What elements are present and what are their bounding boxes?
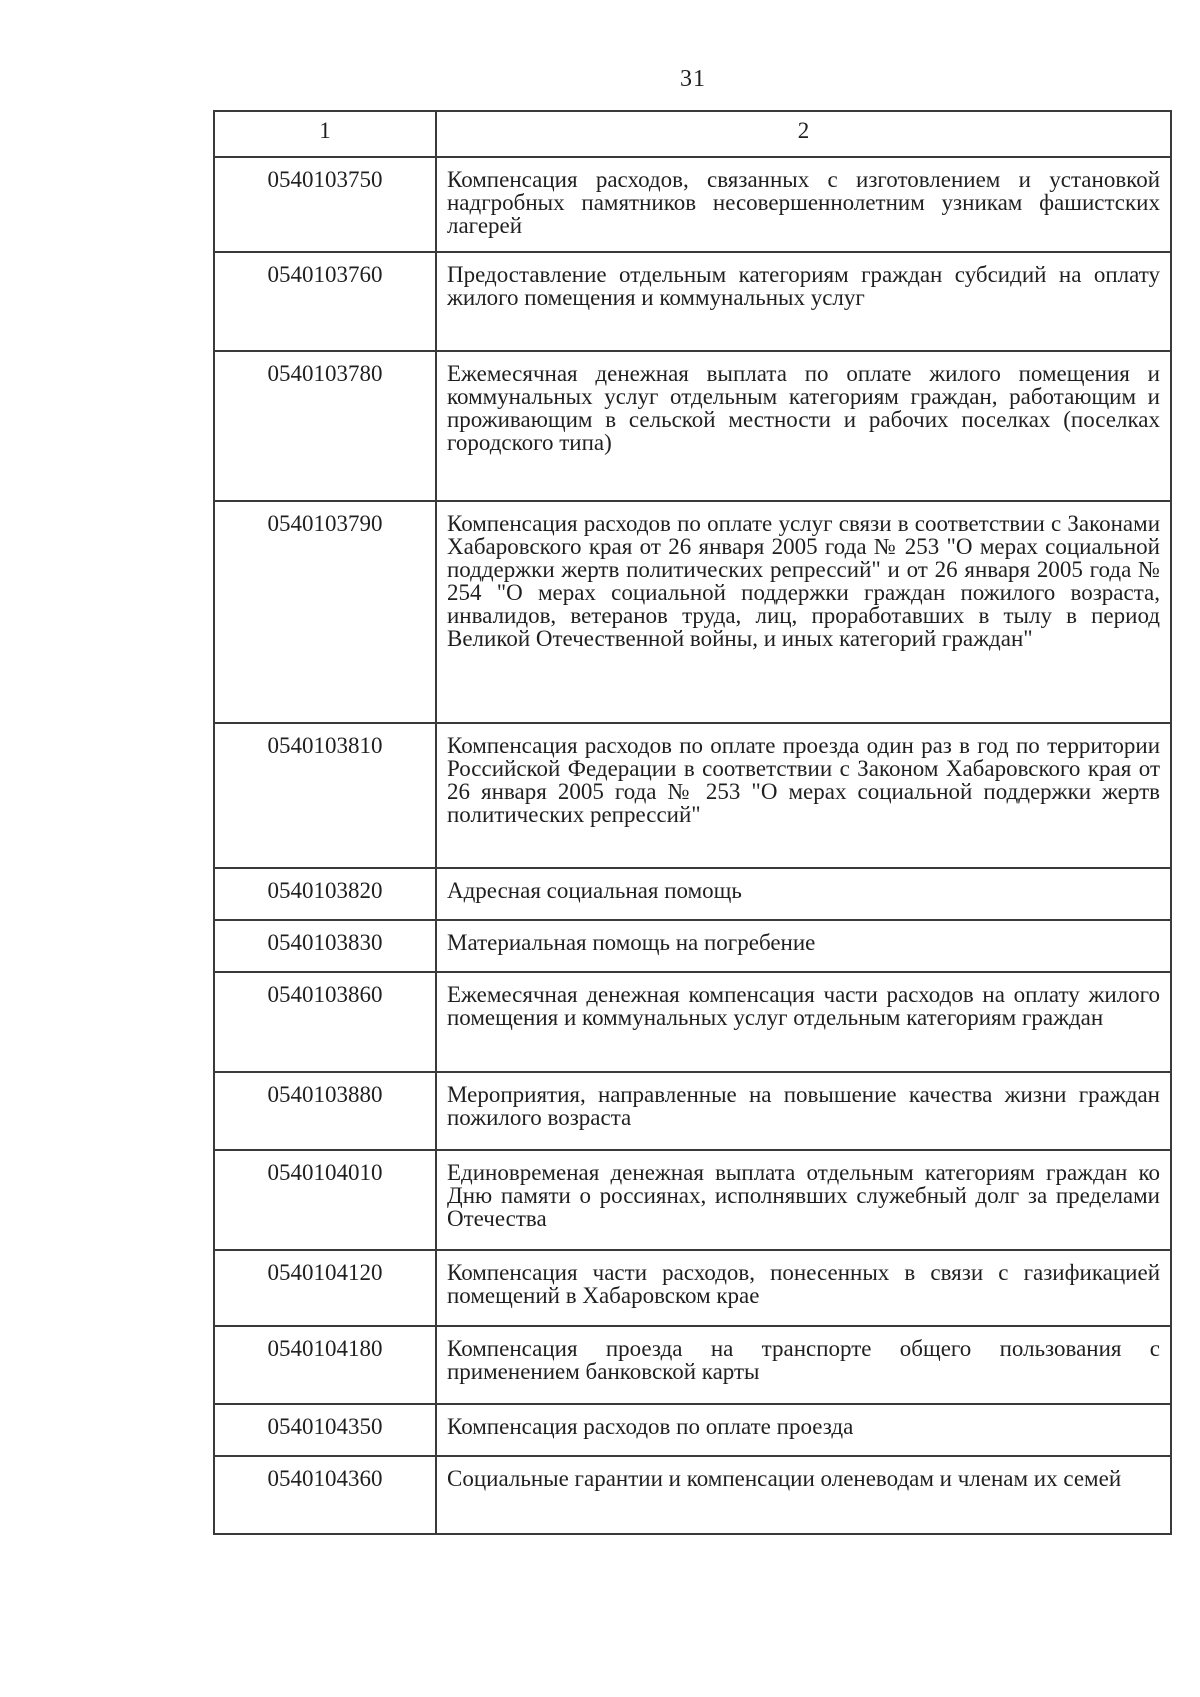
table-row [214,972,1171,1072]
code-cell: 0540103880 [214,1072,436,1150]
table-row [214,1250,1171,1326]
table-row [214,920,1171,972]
code-cell: 0540104360 [214,1456,436,1534]
name-cell: Предоставление отдельным категориям граждан субсидий на оплату жилого помещения и коммунальных услуг [436,252,1171,351]
name-cell: Компенсация расходов по оплате услуг связи в соответствии с Законами Хабаровского края от 26 января 2005 года № 253 "О мерах социальной поддержки жертв политических репрессий" и от 26 января 2005 года № 254 "О мерах социальной поддержки граждан пожилого возраста, инвалидов, ветеранов труда, лиц, проработавших в тылу в период Великой Отечественной войны, и иных категорий граждан" [436,501,1171,723]
table-row [214,1404,1171,1456]
code-cell: 0540104180 [214,1326,436,1404]
code-cell: 0540103810 [214,723,436,868]
table-row [214,1072,1171,1150]
name-cell: Компенсация части расходов, понесенных в связи с газификацией помещений в Хабаровском крае [436,1250,1171,1326]
name-cell: Компенсация расходов по оплате проезда [436,1404,1171,1456]
name-cell: Социальные гарантии и компенсации оленеводам и членам их семей [436,1456,1171,1534]
table-row [214,252,1171,351]
column-header-2: 2 [436,111,1171,157]
code-cell: 0540104350 [214,1404,436,1456]
code-cell: 0540103760 [214,252,436,351]
table-row [214,1326,1171,1404]
column-header-1: 1 [214,111,436,157]
name-cell: Компенсация расходов по оплате проезда один раз в год по территории Российской Федерации в соответствии с Законом Хабаровского края от 26 января 2005 года № 253 "О мерах социальной поддержки жертв политических репрессий" [436,723,1171,868]
name-cell: Ежемесячная денежная компенсация части расходов на оплату жилого помещения и коммунальных услуг отдельным категориям граждан [436,972,1171,1072]
table-row [214,723,1171,868]
code-cell: 0540103750 [214,157,436,252]
table-body [214,157,1171,1534]
name-cell: Компенсация расходов, связанных с изготовлением и установкой надгробных памятников несовершеннолетним узникам фашистских лагерей [436,157,1171,252]
table-header-row [214,111,1171,157]
code-cell: 0540103780 [214,351,436,501]
name-cell: Единовременая денежная выплата отдельным категориям граждан ко Дню памяти о россиянах, исполнявших служебный долг за пределами Отечества [436,1150,1171,1250]
name-cell: Адресная социальная помощь [436,868,1171,920]
name-cell: Материальная помощь на погребение [436,920,1171,972]
name-cell: Ежемесячная денежная выплата по оплате жилого помещения и коммунальных услуг отдельным категориям граждан, работающим и проживающим в сельской местности и рабочих поселках (поселках городского типа) [436,351,1171,501]
page-number: 31 [680,66,706,92]
table-row [214,157,1171,252]
table-row [214,868,1171,920]
table-row [214,1456,1171,1534]
code-cell: 0540103820 [214,868,436,920]
code-cell: 0540104010 [214,1150,436,1250]
classification-table [213,110,1172,1535]
code-cell: 0540103860 [214,972,436,1072]
name-cell: Компенсация проезда на транспорте общего пользования с применением банковской карты [436,1326,1171,1404]
code-cell: 0540103830 [214,920,436,972]
name-cell: Мероприятия, направленные на повышение качества жизни граждан пожилого возраста [436,1072,1171,1150]
table-row [214,501,1171,723]
code-cell: 0540103790 [214,501,436,723]
table-row [214,351,1171,501]
code-cell: 0540104120 [214,1250,436,1326]
table-row [214,1150,1171,1250]
